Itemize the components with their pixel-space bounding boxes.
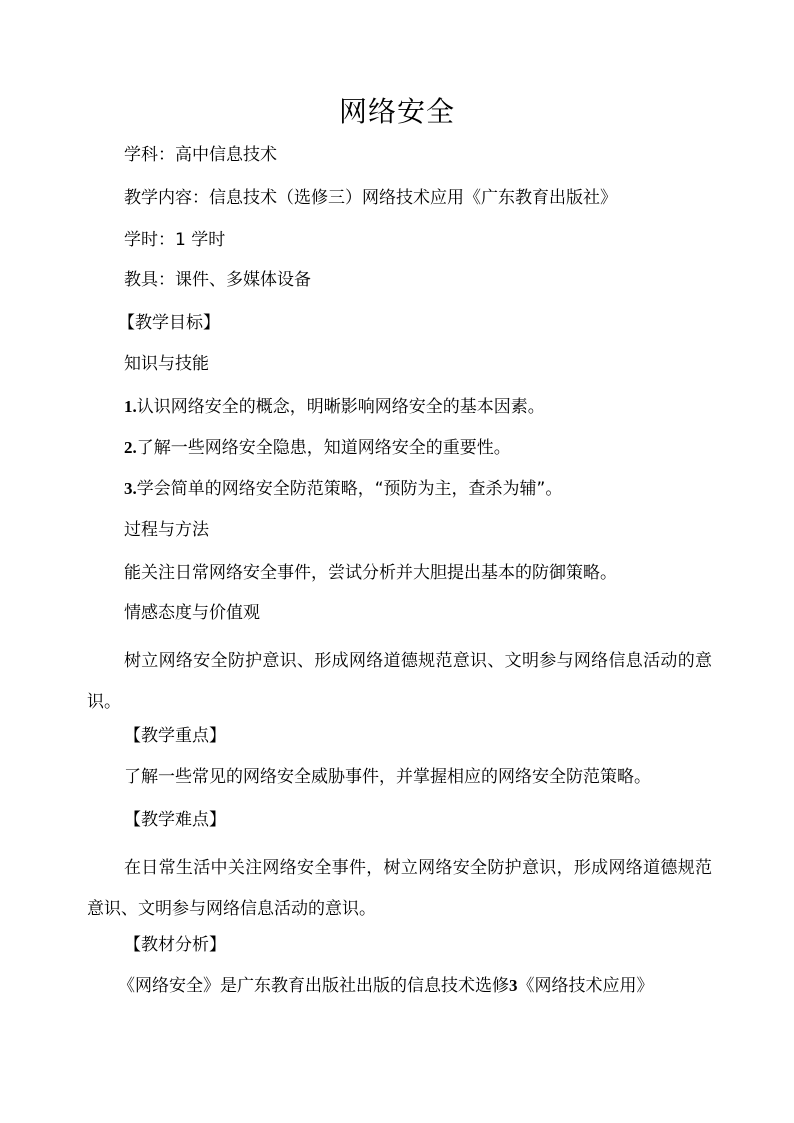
analysis-heading: 【教材分析】: [124, 935, 226, 955]
subject-line: 学科：高中信息技术: [124, 145, 277, 165]
goals-heading: 【教学目标】: [118, 313, 220, 333]
hours-line: 学时：1 学时: [124, 230, 226, 250]
list-item-text: 学会简单的网络安全防范策略，“预防为主，查杀为辅”。: [136, 479, 563, 499]
difficulty-heading: 【教学难点】: [124, 810, 226, 830]
key-points-text: 了解一些常见的网络安全威胁事件，并掌握相应的网络安全防范策略。: [124, 767, 651, 787]
list-item: [124, 436, 511, 460]
knowledge-heading: 知识与技能: [124, 354, 209, 374]
key-points-heading: 【教学重点】: [124, 726, 226, 746]
process-text: 能关注日常网络安全事件，尝试分析并大胆提出基本的防御策略。: [124, 563, 617, 583]
tools-line: 教具：课件、多媒体设备: [124, 270, 311, 290]
document-title: 网络安全: [338, 95, 455, 128]
list-item: [124, 477, 562, 501]
attitude-heading: 情感态度与价值观: [124, 603, 260, 623]
list-item-text: 认识网络安全的概念，明晰影响网络安全的基本因素。: [136, 397, 545, 417]
analysis-text: [118, 974, 654, 998]
process-heading: 过程与方法: [124, 520, 209, 540]
list-item-number: 3.: [124, 479, 137, 498]
difficulty-paragraph: 在日常生活中关注网络安全事件，树立网络安全防护意识，形成网络道德规范意识、文明参与网络信息活动的意识。: [87, 858, 712, 919]
content-line: 教学内容：信息技术（选修三）网络技术应用《广东教育出版社》: [124, 188, 617, 208]
analysis-text-part-b: 《网络技术应用》: [517, 976, 654, 996]
analysis-text-part-a: 《网络安全》是广东教育出版社出版的信息技术选修: [118, 976, 509, 996]
list-item-text: 了解一些网络安全隐患，知道网络安全的重要性。: [136, 438, 511, 458]
analysis-number: 3: [509, 976, 518, 995]
list-item-number: 2.: [124, 438, 137, 457]
list-item: [124, 395, 545, 419]
attitude-paragraph: 树立网络安全防护意识、形成网络道德规范意识、文明参与网络信息活动的意识。: [87, 651, 712, 712]
list-item-number: 1.: [124, 397, 137, 416]
